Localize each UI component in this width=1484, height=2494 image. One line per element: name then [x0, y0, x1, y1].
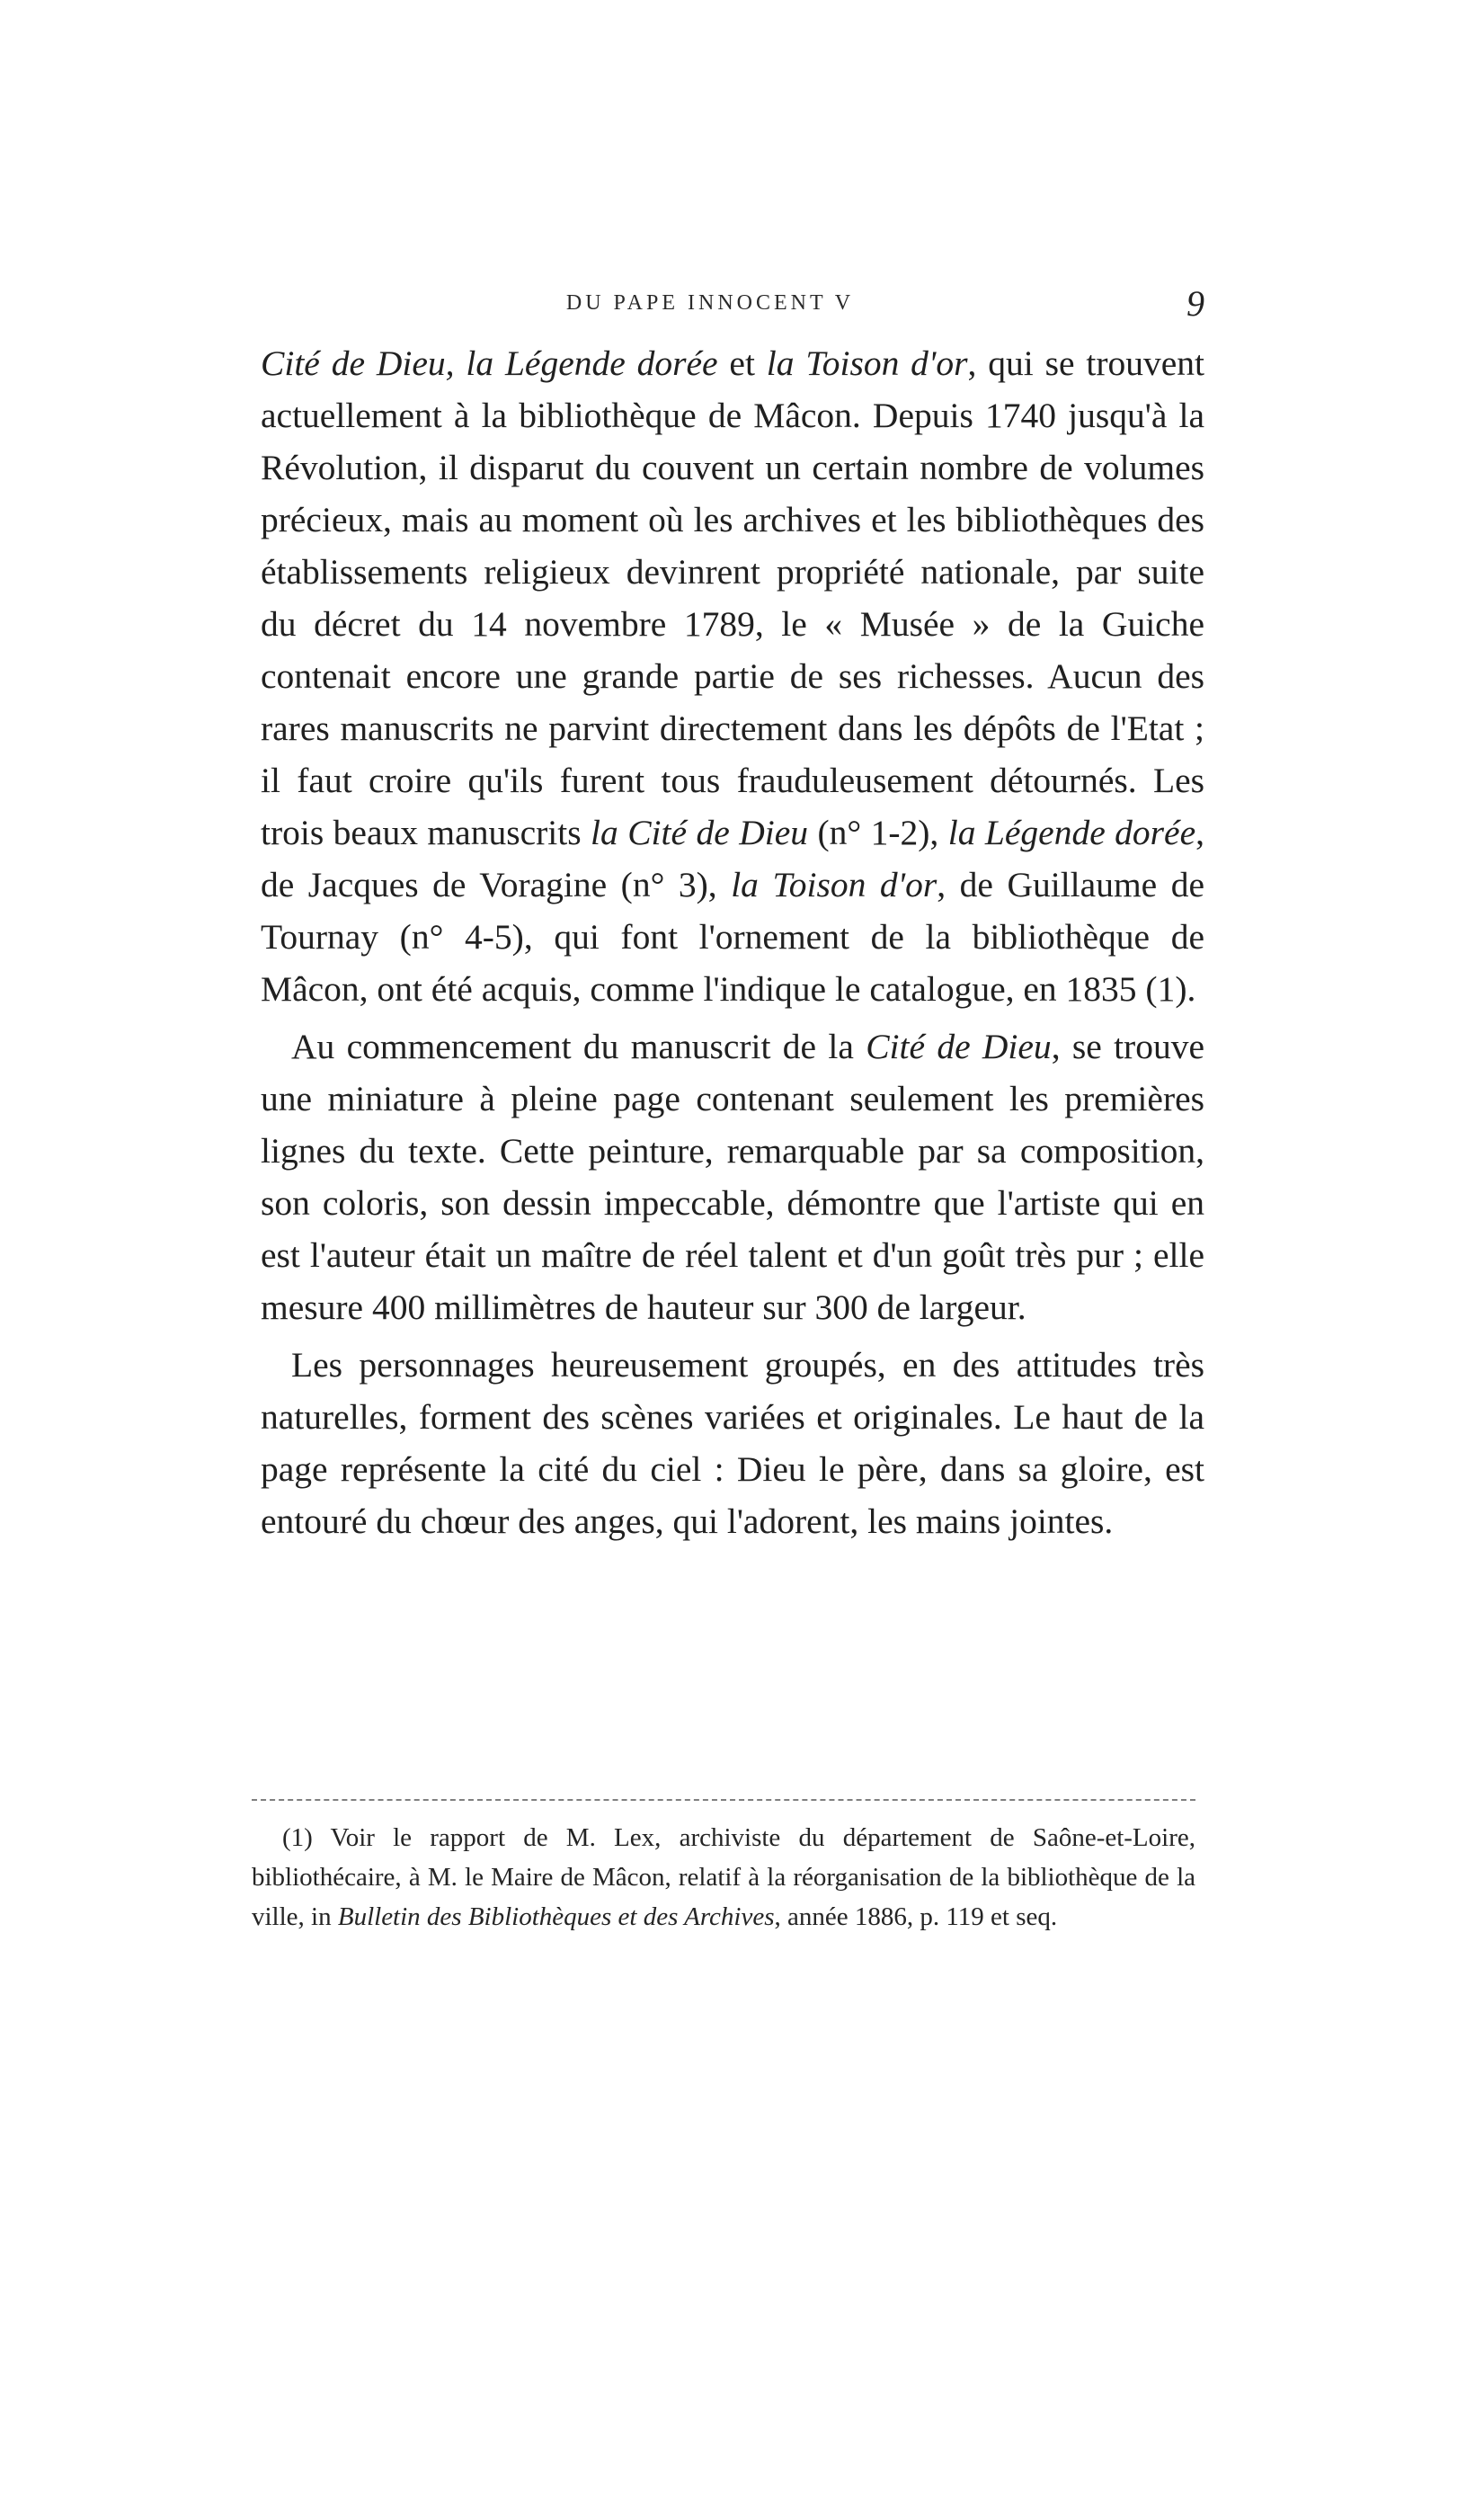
page-number: 9	[1186, 283, 1204, 324]
italic-title-cite-legende: Cité de Dieu, la Légende dorée	[261, 343, 718, 383]
body-text	[261, 337, 1204, 1553]
paragraph-2	[261, 1020, 1204, 1333]
text-span: , de Guillaume de Tournay (n° 4-5), qui font l'ornement de la bibliothèque de Mâcon, ont été acquis, comme l'indique le catalogue, en 1835 (1).	[261, 865, 1205, 1009]
running-head	[261, 277, 1204, 331]
footnote-text: , année 1886, p. 119 et seq.	[774, 1902, 1058, 1931]
text-span: Au commencement du manuscrit de la	[291, 1027, 866, 1066]
text-span: , qui se trouvent actuellement à la bibliothèque de Mâcon. Depuis 1740 jusqu'à la Révolution, il disparut du couvent un certain nombre de volumes précieux, mais au moment où les archives et les bibliothèques des établissements religieux devinrent propriété nationale, par suite du décret du 14 novembre 1789, le « Musée » de la Guiche contenait encore une grande partie de ses richesses. Aucun des rares manuscrits ne parvint directement dans les dépôts de l'Etat ; il faut croire qu'ils furent tous frauduleusement détournés. Les trois beaux manuscrits	[261, 343, 1204, 852]
italic-title-cite-2: Cité de Dieu	[866, 1027, 1052, 1066]
footnote	[252, 1818, 1195, 1937]
text-span: et	[717, 343, 767, 383]
italic-title-toison: la Toison d'or	[766, 343, 968, 383]
footnote-italic-title: Bulletin des Bibliothèques et des Archives	[337, 1902, 775, 1931]
footnote-separator	[252, 1799, 1195, 1801]
text-span: , de Jacques de Voragine (n° 3),	[261, 813, 1204, 904]
paragraph-1	[261, 337, 1204, 1015]
italic-title-cite: la Cité de Dieu	[591, 813, 808, 852]
footnote-text: (1) Voir le rapport de M. Lex, archiviste du département de Saône-et-Loire, bibliothécaire, à M. le Maire de Mâcon, relatif à la réorganisation de la bibliothèque de la ville, in	[252, 1823, 1195, 1931]
running-title: DU PAPE INNOCENT V	[565, 291, 855, 315]
text-span: (n° 1-2),	[808, 813, 948, 852]
italic-title-toison-2: la Toison d'or	[731, 865, 937, 904]
paragraph-3	[261, 1339, 1204, 1547]
italic-title-legende: la Légende dorée	[947, 813, 1196, 852]
text-span: Les personnages heureusement groupés, en des attitudes très naturelles, forment des scènes variées et originales. Le haut de la page représente la cité du ciel : Dieu le père, dans sa gloire, est entouré du chœur des anges, qui l'adorent, les mains jointes.	[261, 1345, 1204, 1541]
text-span: , se trouve une miniature à pleine page contenant seulement les premières lignes du texte. Cette peinture, remarquable par sa composition, son coloris, son dessin impeccable, démontre que l'artiste qui en est l'auteur était un maître de réel talent et d'un goût très pur ; elle mesure 400 millimètres de hauteur sur 300 de largeur.	[261, 1027, 1204, 1327]
